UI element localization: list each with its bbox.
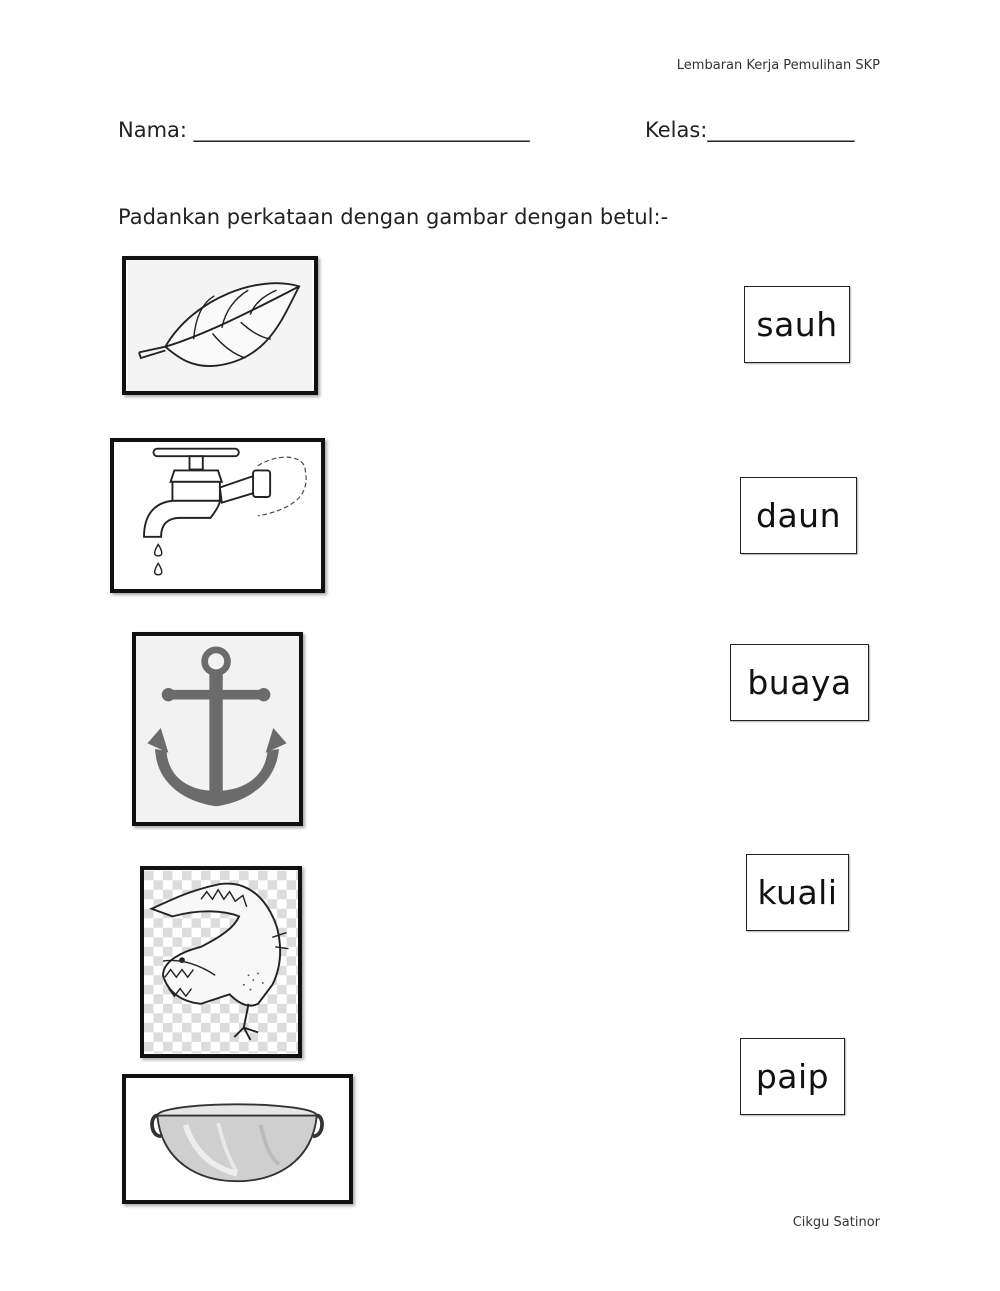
header-note: Lembaran Kerja Pemulihan SKP (676, 58, 880, 73)
crocodile-icon (144, 870, 298, 1054)
picture-card-leaf[interactable] (122, 256, 318, 395)
class-field-label: Kelas:______________ (645, 118, 855, 142)
picture-card-crocodile[interactable] (140, 866, 302, 1058)
word-card-kuali[interactable]: kuali (746, 854, 849, 931)
instruction-text: Padankan perkataan dengan gambar dengan betul:- (118, 205, 669, 229)
picture-card-tap[interactable] (110, 438, 325, 593)
word-card-daun[interactable]: daun (740, 477, 857, 554)
word-card-paip[interactable]: paip (740, 1038, 845, 1115)
word-card-sauh[interactable]: sauh (744, 286, 850, 363)
wok-icon (126, 1078, 349, 1200)
picture-card-anchor[interactable] (132, 632, 303, 826)
tap-icon (114, 442, 321, 589)
name-field-label: Nama: ________________________________ (118, 118, 530, 142)
anchor-icon (136, 636, 299, 822)
picture-card-wok[interactable] (122, 1074, 353, 1204)
leaf-icon (126, 260, 314, 391)
footer-author: Cikgu Satinor (792, 1215, 880, 1230)
word-card-buaya[interactable]: buaya (730, 644, 869, 721)
